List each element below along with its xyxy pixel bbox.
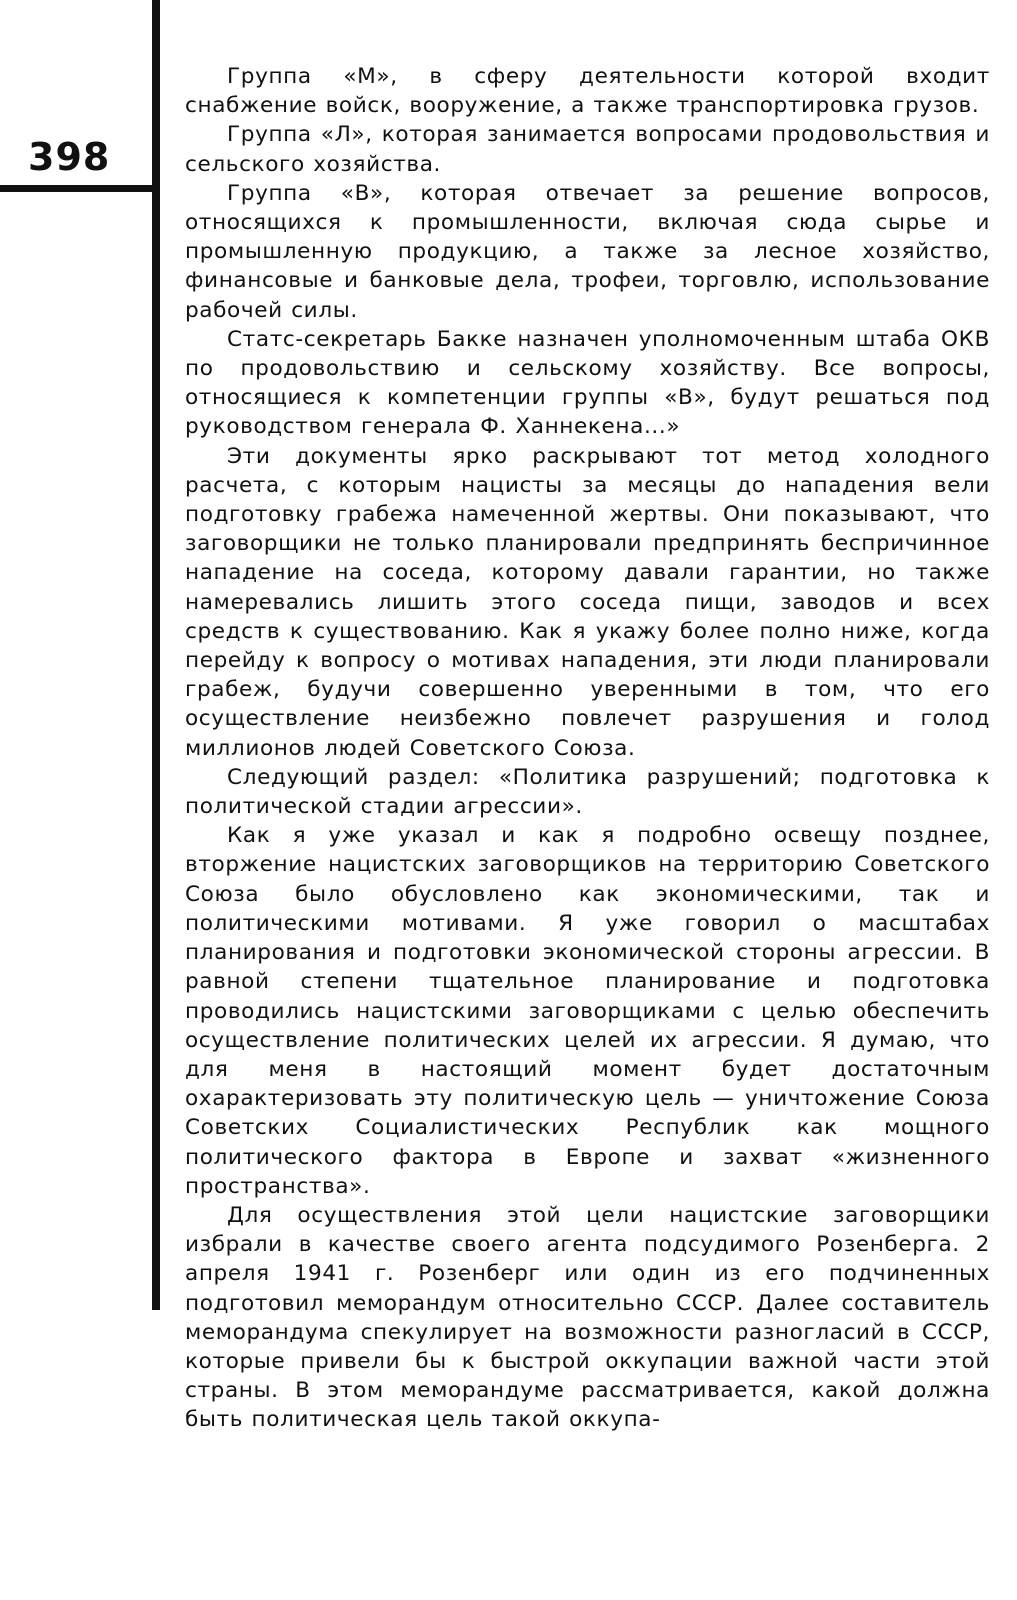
paragraph-documents: Эти документы ярко раскрывают тот метод холодного расчета, с которым нацисты за месяцы до нападения вели подготовку грабежа намеченной жертвы. Они показывают, что заговорщики не только планировали предпринять беспричинное нападение на соседа, которому давали гарантии, но также намеревались лишить этого соседа пищи, заводов и всех средств к существованию. Как я укажу более полно ниже, когда перейду к вопросу о мотивах нападения, эти люди планировали грабеж, будучи совершенно уверенными в том, что его осуществление неизбежно повлечет разрушения и голод миллионов людей Советского Союза.: [185, 443, 990, 761]
paragraph-group-v: Группа «В», которая отвечает за решение вопросов, относящихся к промышленности, включая сюда сырье и промышленную продукцию, а также за лесное хозяйство, финансовые и банковые дела, трофеи, торговлю, использование рабочей силы.: [185, 180, 990, 323]
paragraph-rosenberg: Для осуществления этой цели нацистские заговорщики избрали в качестве своего агента подсудимого Розенберга. 2 апреля 1941 г. Розенберг или один из его подчиненных подготовил меморандум относительно СССР. Далее составитель меморандума спекулирует на возможности разногласий в СССР, которые привели бы к быстрой оккупации важной части этой страны. В этом меморандуме рассматривается, какой должна быть политическая цель такой оккупа-: [185, 1202, 990, 1433]
paragraph-group-l: Группа «Л», которая занимается вопросами продовольствия и сельского хозяйства.: [185, 122, 990, 177]
paragraph-political-motives: Как я уже указал и как я подробно освещу позднее, вторжение нацистских заговорщиков на территорию Советского Союза было обусловлено как экономическими, так и политическими мотивами. Я уже говорил о масштабах планирования и подготовки экономической стороны агрессии. В равной степени тщательное планирование и подготовка проводились нацистскими заговорщиками с целью обеспечить осуществление политических целей их агрессии. Я думаю, что для меня в настоящий момент будет достаточным охарактеризовать эту политическую цель — уничтожение Союза Советских Социалистических Республик как мощного политического фактора в Европе и захват «жизненного пространства».: [185, 823, 990, 1199]
paragraph-backe: Статс-секретарь Бакке назначен уполномоченным штаба ОКВ по продовольствию и сельскому хозяйству. Все вопросы, относящиеся к компетенции группы «В», будут решаться под руководством генерала Ф. Ханнекена...»: [185, 326, 990, 440]
page-number-underline: [0, 185, 152, 192]
vertical-margin-rule: [152, 0, 160, 1310]
paragraph-section-heading: Следующий раздел: «Политика разрушений; подготовка к политической стадии агрессии».: [185, 764, 990, 820]
text-column: [185, 62, 990, 1435]
page-number: 398: [28, 135, 111, 179]
paragraph-group-m: Группа «М», в сферу деятельности которой входит снабжение войск, вооружение, а также транспортировка грузов.: [185, 64, 990, 119]
